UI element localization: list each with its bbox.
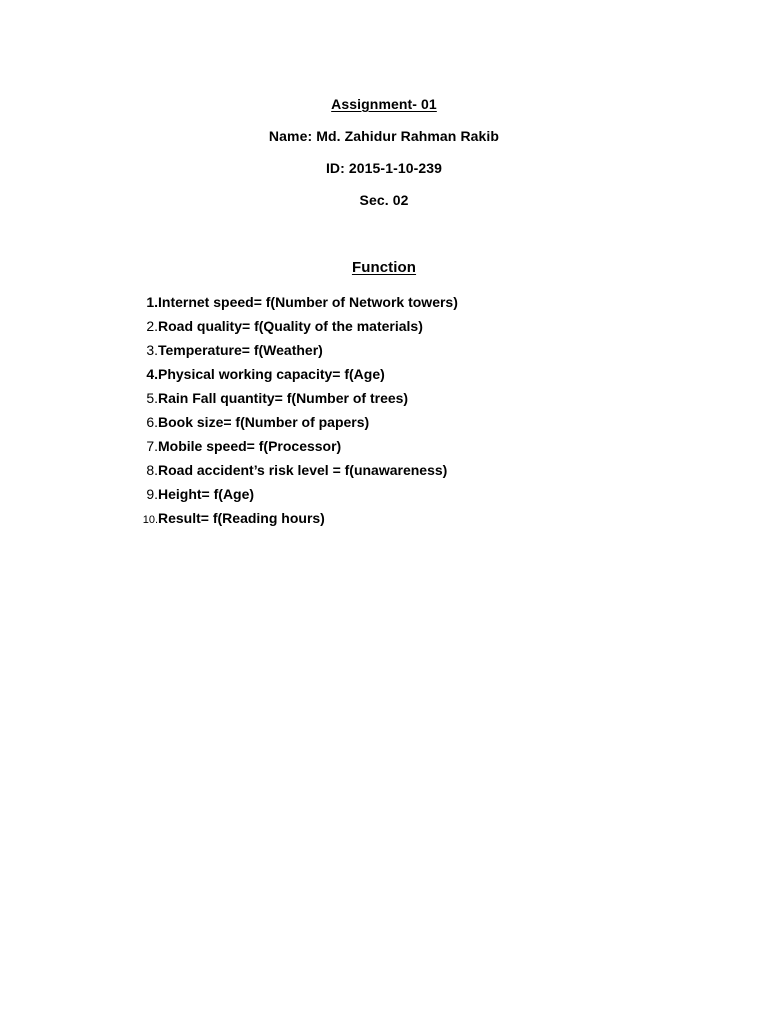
list-item-number: 5. [146, 390, 158, 406]
list-item-number: 9. [146, 486, 158, 502]
list-item-text: Book size= f(Number of papers) [158, 414, 370, 430]
list-item [130, 292, 458, 316]
list-item [130, 388, 458, 412]
list-item [130, 484, 458, 508]
list-item [130, 460, 458, 484]
list-item-text: Internet speed= f(Number of Network towers) [158, 294, 458, 310]
list-item-text: Rain Fall quantity= f(Number of trees) [158, 390, 409, 406]
list-item-text: Road accident’s risk level = f(unawareness) [158, 462, 448, 478]
student-id: ID: 2015-1-10-239 [325, 160, 443, 176]
function-list [130, 292, 458, 532]
list-item-number: 4. [146, 366, 158, 382]
section-heading [0, 259, 768, 277]
list-item-number: 10. [142, 514, 158, 526]
list-item-number: 7. [146, 438, 158, 454]
list-item [130, 412, 458, 436]
section-heading-text: Function [351, 259, 417, 276]
list-item-text: Result= f(Reading hours) [158, 510, 325, 526]
list-item [130, 340, 458, 364]
list-item-number: 8. [146, 462, 158, 478]
section-number: Sec. 02 [359, 192, 409, 208]
list-item [130, 316, 458, 340]
list-item [130, 508, 458, 532]
list-item-text: Temperature= f(Weather) [158, 342, 323, 358]
list-item-number: 3. [146, 342, 158, 358]
list-item-number: 6. [146, 414, 158, 430]
list-item [130, 436, 458, 460]
list-item-text: Physical working capacity= f(Age) [158, 366, 385, 382]
list-item-number: 2. [146, 318, 158, 334]
student-name: Name: Md. Zahidur Rahman Rakib [268, 128, 500, 144]
assignment-title [0, 95, 768, 113]
list-item-text: Mobile speed= f(Processor) [158, 438, 342, 454]
list-item-number: 1. [146, 294, 158, 310]
list-item [130, 364, 458, 388]
list-item-text: Height= f(Age) [158, 486, 255, 502]
assignment-title-text: Assignment- 01 [331, 96, 437, 112]
list-item-text: Road quality= f(Quality of the materials) [158, 318, 423, 334]
